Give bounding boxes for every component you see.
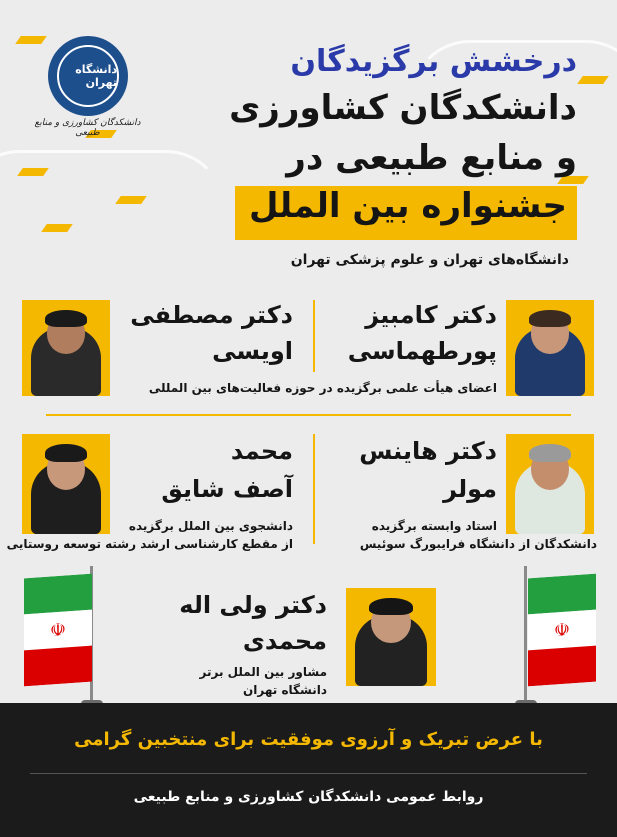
iran-flag-icon: ☫ bbox=[24, 574, 92, 687]
headline-line-3: و منابع طبیعی در bbox=[286, 138, 577, 178]
mohammadi-description-line-2: دانشگاه تهران bbox=[243, 683, 327, 697]
divider-horizontal bbox=[46, 414, 571, 416]
headline-line-1: درخشش برگزیدگان bbox=[290, 44, 577, 79]
name-asef-line-2: آصف شایق bbox=[161, 475, 293, 503]
university-logo bbox=[48, 36, 128, 116]
heinz-description-line-2: دانشکدگان از دانشگاه فرایبورگ سوئیس bbox=[359, 537, 597, 551]
flag-pole bbox=[524, 566, 527, 706]
footer-bar bbox=[0, 703, 617, 837]
name-kambiz-line-1: دکتر کامبیز bbox=[365, 301, 497, 329]
photo-heinz-muller bbox=[506, 434, 594, 534]
divider-vertical bbox=[313, 434, 315, 544]
photo-mostafa-oveisi bbox=[22, 300, 110, 396]
asef-description-line-1: دانشجوی بین الملل برگزیده bbox=[128, 519, 293, 533]
name-asef-line-1: محمد bbox=[230, 437, 293, 465]
headline-line-4: جشنواره بین الملل bbox=[249, 186, 567, 226]
name-heinz-line-1: دکتر هاینس bbox=[359, 437, 497, 465]
asef-description-line-2: از مقطع کارشناسی ارشد رشته توسعه روستایی bbox=[6, 537, 293, 551]
name-heinz-line-2: مولر bbox=[443, 475, 497, 503]
divider-vertical bbox=[313, 300, 315, 372]
name-mohammadi-line-2: محمدی bbox=[242, 627, 327, 655]
row1-description: اعضای هیأت علمی برگزیده در حوزه فعالیت‌های بین المللی bbox=[148, 381, 497, 395]
name-mostafa-line-2: اویسی bbox=[212, 337, 293, 365]
decorative-stripe bbox=[15, 36, 47, 44]
footer-divider bbox=[30, 773, 587, 774]
logo-text: دانشگاه تهران bbox=[57, 45, 119, 107]
heinz-description-line-1: استاد وابسته برگزیده bbox=[371, 519, 497, 533]
name-kambiz-line-2: پورطهماسی bbox=[347, 337, 497, 365]
mohammadi-description-line-1: مشاور بین الملل برتر bbox=[199, 665, 327, 679]
photo-kambiz-pourtahmasi bbox=[506, 300, 594, 396]
headline-line-2: دانشکدگان کشاورزی bbox=[229, 88, 577, 128]
name-mostafa-line-1: دکتر مصطفی bbox=[130, 301, 293, 329]
public-relations-signature: روابط عمومی دانشکدگان کشاورزی و منابع طبیعی bbox=[133, 789, 484, 805]
photo-valiollah-mohammadi bbox=[346, 588, 436, 686]
headline-subtitle: دانشگاه‌های تهران و علوم پزشکی تهران bbox=[290, 252, 569, 268]
congratulations-slogan: با عرض تبریک و آرزوی موفقیت برای منتخبین گرامی bbox=[74, 729, 543, 750]
photo-mohammad-asef-shayegh bbox=[22, 434, 110, 534]
iran-flag-icon: ☫ bbox=[528, 574, 596, 687]
logo-caption: دانشکدگان کشاورزی و منابع طبیعی bbox=[34, 118, 141, 138]
name-mohammadi-line-1: دکتر ولی اله bbox=[179, 591, 327, 619]
